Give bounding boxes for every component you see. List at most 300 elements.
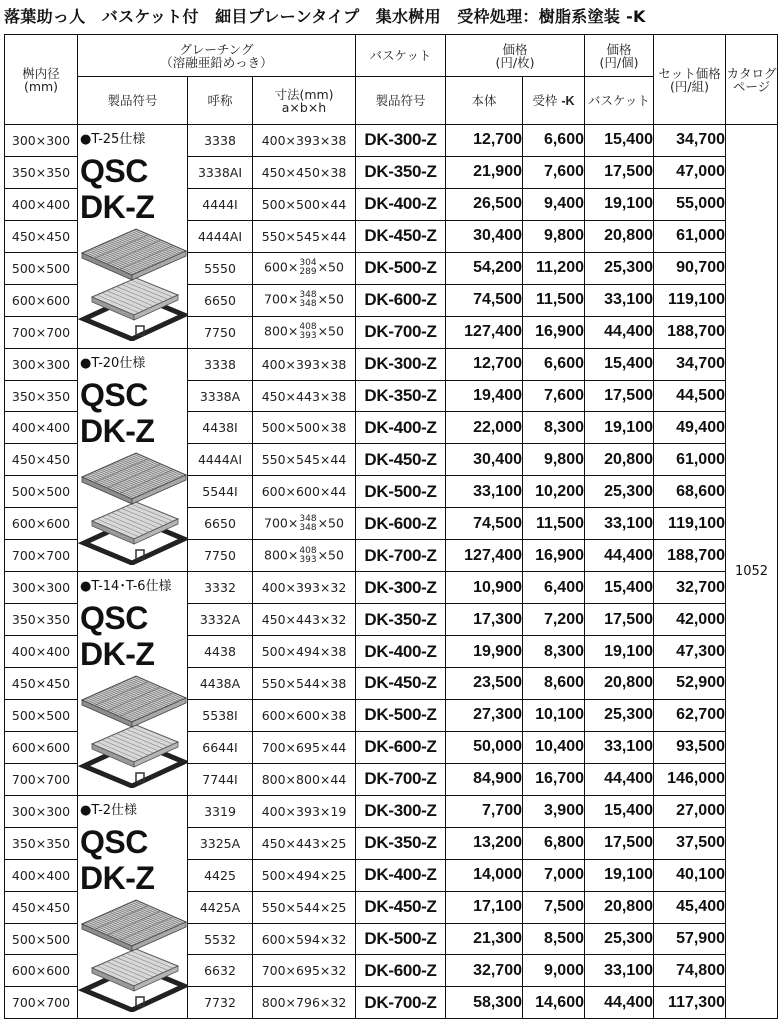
basket-model-cell: DK-500-Z	[356, 252, 446, 284]
basket-price-cell: 33,100	[585, 284, 654, 316]
dimensions-cell: 700×695×32	[253, 955, 356, 987]
header-set-price	[654, 35, 726, 125]
dimensions-suffix: ×50	[317, 259, 344, 275]
basket-price-cell: 25,300	[585, 252, 654, 284]
name-code-cell: 3332A	[188, 604, 253, 636]
header-grating-group	[78, 35, 356, 77]
set-price-cell: 119,100	[654, 284, 726, 316]
basket-model-cell: DK-350-Z	[356, 156, 446, 188]
name-code-cell: 4425A	[188, 891, 253, 923]
body-price-cell: 32,700	[446, 955, 523, 987]
body-price-cell: 74,500	[446, 508, 523, 540]
set-price-cell: 61,000	[654, 444, 726, 476]
dimensions-top: 304	[299, 258, 317, 269]
dimensions-cell: 800×796×32	[253, 987, 356, 1019]
name-code-cell: 4444I	[188, 188, 253, 220]
basket-price-cell: 20,800	[585, 220, 654, 252]
dimensions-cell	[253, 508, 356, 540]
table-row	[5, 125, 778, 157]
basket-price-cell: 19,100	[585, 412, 654, 444]
basket-price-cell: 19,100	[585, 636, 654, 668]
frame-price-cell: 10,200	[523, 476, 585, 508]
basket-model-cell: DK-600-Z	[356, 508, 446, 540]
basket-price-cell: 17,500	[585, 156, 654, 188]
name-code-cell: 3338	[188, 125, 253, 157]
header-basket-code: 製品符号	[356, 77, 446, 125]
body-price-cell: 84,900	[446, 763, 523, 795]
set-price-cell: 40,100	[654, 859, 726, 891]
set-price-cell: 34,700	[654, 348, 726, 380]
set-price-cell: 117,300	[654, 987, 726, 1019]
body-price-cell: 74,500	[446, 284, 523, 316]
body-price-cell: 21,300	[446, 923, 523, 955]
product-block	[78, 572, 187, 795]
set-price-cell: 188,700	[654, 316, 726, 348]
inner-size-cell: 300×300	[5, 125, 78, 157]
dimensions-cell: 450×443×38	[253, 380, 356, 412]
set-price-cell: 119,100	[654, 508, 726, 540]
inner-size-cell: 300×300	[5, 572, 78, 604]
dimensions-suffix: ×50	[317, 515, 344, 531]
name-code-cell: 4438A	[188, 668, 253, 700]
basket-price-cell: 25,300	[585, 476, 654, 508]
frame-price-cell: 8,600	[523, 668, 585, 700]
name-code-cell: 4425	[188, 859, 253, 891]
dimensions-bottom: 348	[299, 522, 317, 533]
dimensions-cell: 500×500×38	[253, 412, 356, 444]
basket-price-cell: 19,100	[585, 188, 654, 220]
name-code-cell: 6650	[188, 508, 253, 540]
body-price-cell: 19,900	[446, 636, 523, 668]
name-code-cell: 3325A	[188, 827, 253, 859]
frame-price-cell: 9,800	[523, 444, 585, 476]
basket-price-cell: 20,800	[585, 668, 654, 700]
dimensions-cell: 450×443×25	[253, 827, 356, 859]
body-price-cell: 17,300	[446, 604, 523, 636]
dimensions-cell: 400×393×38	[253, 348, 356, 380]
dimensions-fraction	[299, 259, 316, 277]
name-code-cell: 3338AI	[188, 156, 253, 188]
frame-price-cell: 11,200	[523, 252, 585, 284]
set-price-cell: 74,800	[654, 955, 726, 987]
name-code-cell: 4438I	[188, 412, 253, 444]
set-price-cell: 47,300	[654, 636, 726, 668]
dimensions-top: 408	[299, 545, 317, 556]
price-table	[4, 34, 778, 1019]
basket-price-cell: 17,500	[585, 380, 654, 412]
body-price-cell: 23,500	[446, 668, 523, 700]
inner-size-cell: 350×350	[5, 380, 78, 412]
frame-price-cell: 3,900	[523, 795, 585, 827]
basket-model-cell: DK-450-Z	[356, 444, 446, 476]
frame-price-cell: 14,600	[523, 987, 585, 1019]
basket-price-cell: 33,100	[585, 508, 654, 540]
dimensions-cell	[253, 252, 356, 284]
header-catalog	[726, 35, 778, 125]
dimensions-suffix: ×50	[317, 547, 344, 563]
dimensions-prefix: 800×	[264, 323, 299, 339]
load-spec-label: ●T-25仕様	[80, 132, 146, 147]
basket-model-cell: DK-300-Z	[356, 125, 446, 157]
header-dimensions-text: 寸法(mm) a×b×h	[274, 86, 334, 115]
set-price-cell: 45,400	[654, 891, 726, 923]
inner-size-cell: 600×600	[5, 955, 78, 987]
basket-price-cell: 19,100	[585, 859, 654, 891]
dimensions-bottom: 393	[299, 331, 317, 342]
set-price-cell: 93,500	[654, 731, 726, 763]
inner-size-cell: 400×400	[5, 188, 78, 220]
set-price-cell: 146,000	[654, 763, 726, 795]
basket-model-cell: DK-700-Z	[356, 540, 446, 572]
set-price-cell: 188,700	[654, 540, 726, 572]
product-block	[78, 349, 187, 572]
dimensions-top: 408	[299, 322, 317, 333]
set-price-cell: 57,900	[654, 923, 726, 955]
set-price-cell: 55,000	[654, 188, 726, 220]
name-code-cell: 6632	[188, 955, 253, 987]
set-price-cell: 44,500	[654, 380, 726, 412]
dimensions-cell: 600×600×38	[253, 699, 356, 731]
frame-price-cell: 8,500	[523, 923, 585, 955]
name-code-cell: 3319	[188, 795, 253, 827]
frame-price-cell: 7,600	[523, 156, 585, 188]
body-price-cell: 26,500	[446, 188, 523, 220]
dimensions-top: 348	[299, 290, 317, 301]
frame-price-cell: 16,900	[523, 540, 585, 572]
header-body-price: 本体	[446, 77, 523, 125]
name-code-cell: 4444AI	[188, 220, 253, 252]
dimensions-cell: 550×544×38	[253, 668, 356, 700]
body-price-cell: 127,400	[446, 540, 523, 572]
basket-model-cell: DK-300-Z	[356, 348, 446, 380]
dimensions-fraction	[299, 547, 316, 565]
inner-size-cell: 500×500	[5, 923, 78, 955]
basket-price-cell: 17,500	[585, 604, 654, 636]
basket-model-cell: DK-600-Z	[356, 955, 446, 987]
basket-model-cell: DK-400-Z	[356, 859, 446, 891]
inner-size-cell: 450×450	[5, 891, 78, 923]
body-price-cell: 30,400	[446, 444, 523, 476]
dimensions-suffix: ×50	[317, 291, 344, 307]
basket-model-cell: DK-400-Z	[356, 188, 446, 220]
frame-price-cell: 8,300	[523, 636, 585, 668]
table-row	[5, 348, 778, 380]
dimensions-fraction	[299, 323, 316, 341]
basket-price-cell: 15,400	[585, 348, 654, 380]
frame-price-cell: 11,500	[523, 284, 585, 316]
header-grating-text: グレーチング （溶融亜鉛めっき）	[160, 41, 273, 70]
frame-price-cell: 7,000	[523, 859, 585, 891]
dimensions-prefix: 700×	[264, 515, 299, 531]
dimensions-cell	[253, 540, 356, 572]
header-set-price-text: セット価格 (円/組)	[658, 65, 721, 94]
header-name-code: 呼称	[188, 77, 253, 125]
frame-price-cell: 7,500	[523, 891, 585, 923]
dimensions-suffix: ×50	[317, 323, 344, 339]
basket-price-cell: 25,300	[585, 923, 654, 955]
inner-size-cell: 350×350	[5, 156, 78, 188]
load-spec-label: ●T-2仕様	[80, 802, 138, 818]
grating-basket-image	[78, 447, 188, 565]
table-row	[5, 572, 778, 604]
basket-model-cell: DK-450-Z	[356, 891, 446, 923]
frame-price-cell: 10,400	[523, 731, 585, 763]
basket-model-cell: DK-450-Z	[356, 668, 446, 700]
name-code-cell: 3332	[188, 572, 253, 604]
inner-size-cell: 600×600	[5, 731, 78, 763]
basket-model-cell: DK-600-Z	[356, 284, 446, 316]
frame-price-cell: 6,800	[523, 827, 585, 859]
dimensions-cell: 800×800×44	[253, 763, 356, 795]
inner-size-cell: 400×400	[5, 859, 78, 891]
series-name: QSC	[80, 376, 148, 413]
frame-price-cell: 8,300	[523, 412, 585, 444]
set-price-cell: 47,000	[654, 156, 726, 188]
body-price-cell: 17,100	[446, 891, 523, 923]
frame-price-cell: 16,900	[523, 316, 585, 348]
body-price-cell: 127,400	[446, 316, 523, 348]
basket-model-cell: DK-350-Z	[356, 827, 446, 859]
header-frame-price-label: 受枠	[532, 92, 562, 108]
name-code-cell: 4438	[188, 636, 253, 668]
dimensions-cell: 500×494×25	[253, 859, 356, 891]
frame-price-cell: 10,100	[523, 699, 585, 731]
name-code-cell: 7750	[188, 316, 253, 348]
product-image-cell	[78, 125, 188, 349]
inner-size-cell: 350×350	[5, 827, 78, 859]
name-code-cell: 5544I	[188, 476, 253, 508]
basket-model-cell: DK-350-Z	[356, 380, 446, 412]
dimensions-cell: 400×393×19	[253, 795, 356, 827]
name-code-cell: 3338	[188, 348, 253, 380]
dimensions-cell: 600×594×32	[253, 923, 356, 955]
model-name: DK-Z	[80, 412, 155, 449]
basket-model-cell: DK-700-Z	[356, 763, 446, 795]
body-price-cell: 50,000	[446, 731, 523, 763]
grating-basket-image	[78, 670, 188, 788]
inner-size-cell: 450×450	[5, 444, 78, 476]
dimensions-bottom: 393	[299, 554, 317, 565]
series-name: QSC	[80, 823, 148, 860]
product-image-cell	[78, 348, 188, 572]
set-price-cell: 61,000	[654, 220, 726, 252]
set-price-cell: 68,600	[654, 476, 726, 508]
name-code-cell: 5532	[188, 923, 253, 955]
basket-model-cell: DK-400-Z	[356, 412, 446, 444]
basket-price-cell: 17,500	[585, 827, 654, 859]
body-price-cell: 14,000	[446, 859, 523, 891]
inner-size-cell: 500×500	[5, 252, 78, 284]
dimensions-cell: 500×494×38	[253, 636, 356, 668]
inner-size-cell: 400×400	[5, 636, 78, 668]
table-body	[5, 125, 778, 1019]
body-price-cell: 27,300	[446, 699, 523, 731]
header-frame-price	[523, 77, 585, 125]
name-code-cell: 6644I	[188, 731, 253, 763]
dimensions-cell	[253, 316, 356, 348]
inner-size-cell: 700×700	[5, 763, 78, 795]
series-name: QSC	[80, 153, 148, 189]
body-price-cell: 22,000	[446, 412, 523, 444]
inner-size-cell: 600×600	[5, 284, 78, 316]
frame-price-cell: 6,600	[523, 125, 585, 157]
basket-price-cell: 20,800	[585, 444, 654, 476]
dimensions-cell: 500×500×44	[253, 188, 356, 220]
basket-model-cell: DK-600-Z	[356, 731, 446, 763]
name-code-cell: 5550	[188, 252, 253, 284]
inner-size-cell: 700×700	[5, 316, 78, 348]
header-dimensions	[253, 77, 356, 125]
basket-price-cell: 15,400	[585, 795, 654, 827]
body-price-cell: 58,300	[446, 987, 523, 1019]
dimensions-bottom: 348	[299, 299, 317, 310]
load-spec-label: ●T-20仕様	[80, 355, 146, 371]
dimensions-cell: 550×545×44	[253, 444, 356, 476]
frame-price-cell: 9,800	[523, 220, 585, 252]
product-image-cell	[78, 795, 188, 1019]
basket-price-cell: 25,300	[585, 699, 654, 731]
inner-size-cell: 700×700	[5, 987, 78, 1019]
body-price-cell: 54,200	[446, 252, 523, 284]
set-price-cell: 27,000	[654, 795, 726, 827]
set-price-cell: 90,700	[654, 252, 726, 284]
inner-size-cell: 300×300	[5, 795, 78, 827]
frame-price-cell: 7,200	[523, 604, 585, 636]
basket-price-cell: 44,400	[585, 540, 654, 572]
body-price-cell: 19,400	[446, 380, 523, 412]
body-price-cell: 12,700	[446, 125, 523, 157]
dimensions-cell: 550×544×25	[253, 891, 356, 923]
name-code-cell: 3338A	[188, 380, 253, 412]
inner-size-cell: 600×600	[5, 508, 78, 540]
dimensions-cell: 550×545×44	[253, 220, 356, 252]
inner-size-cell: 300×300	[5, 348, 78, 380]
basket-model-cell: DK-500-Z	[356, 699, 446, 731]
inner-size-cell: 500×500	[5, 476, 78, 508]
header-price-text: 価格 (円/枚)	[495, 41, 535, 70]
dimensions-cell	[253, 284, 356, 316]
header-size	[5, 35, 78, 125]
dimensions-cell: 600×600×44	[253, 476, 356, 508]
frame-price-cell: 6,400	[523, 572, 585, 604]
dimensions-fraction	[299, 515, 316, 533]
inner-size-cell: 450×450	[5, 220, 78, 252]
basket-price-cell: 20,800	[585, 891, 654, 923]
name-code-cell: 7732	[188, 987, 253, 1019]
inner-size-cell: 450×450	[5, 668, 78, 700]
header-price-unit-group	[585, 35, 654, 77]
product-block	[78, 125, 187, 348]
basket-model-cell: DK-400-Z	[356, 636, 446, 668]
frame-price-cell: 6,600	[523, 348, 585, 380]
dimensions-cell: 450×450×38	[253, 156, 356, 188]
model-name: DK-Z	[80, 859, 155, 896]
basket-price-cell: 44,400	[585, 987, 654, 1019]
set-price-cell: 37,500	[654, 827, 726, 859]
frame-price-cell: 9,000	[523, 955, 585, 987]
model-name: DK-Z	[80, 636, 155, 673]
grating-basket-image	[78, 894, 188, 1012]
name-code-cell: 4444AI	[188, 444, 253, 476]
product-image-cell	[78, 572, 188, 796]
set-price-cell: 32,700	[654, 572, 726, 604]
body-price-cell: 33,100	[446, 476, 523, 508]
basket-price-cell: 15,400	[585, 125, 654, 157]
body-price-cell: 12,700	[446, 348, 523, 380]
dimensions-fraction	[299, 291, 316, 309]
set-price-cell: 52,900	[654, 668, 726, 700]
name-code-cell: 7750	[188, 540, 253, 572]
body-price-cell: 30,400	[446, 220, 523, 252]
basket-price-cell: 33,100	[585, 731, 654, 763]
grating-basket-image	[78, 223, 188, 341]
header-catalog-text: カタログ ページ	[726, 65, 777, 94]
dimensions-prefix: 600×	[264, 259, 299, 275]
catalog-page-cell: 1052	[726, 125, 778, 1019]
basket-price-cell: 33,100	[585, 955, 654, 987]
basket-price-cell: 44,400	[585, 763, 654, 795]
body-price-cell: 7,700	[446, 795, 523, 827]
basket-model-cell: DK-500-Z	[356, 476, 446, 508]
frame-price-cell: 11,500	[523, 508, 585, 540]
header-basket-price: バスケット	[585, 77, 654, 125]
header-size-text: 桝内径 (mm)	[22, 65, 60, 94]
set-price-cell: 34,700	[654, 125, 726, 157]
basket-model-cell: DK-350-Z	[356, 604, 446, 636]
dimensions-top: 348	[299, 513, 317, 524]
basket-model-cell: DK-700-Z	[356, 316, 446, 348]
set-price-cell: 42,000	[654, 604, 726, 636]
name-code-cell: 6650	[188, 284, 253, 316]
product-block	[78, 796, 187, 1019]
body-price-cell: 21,900	[446, 156, 523, 188]
name-code-cell: 5538I	[188, 699, 253, 731]
dimensions-cell: 700×695×44	[253, 731, 356, 763]
frame-price-cell: 16,700	[523, 763, 585, 795]
body-price-cell: 10,900	[446, 572, 523, 604]
model-name: DK-Z	[80, 189, 155, 225]
dimensions-bottom: 289	[299, 267, 317, 278]
body-price-cell: 13,200	[446, 827, 523, 859]
set-price-cell: 49,400	[654, 412, 726, 444]
header-basket-group: バスケット	[356, 35, 446, 77]
header-frame-price-suffix: -K	[561, 93, 575, 108]
basket-model-cell: DK-300-Z	[356, 795, 446, 827]
inner-size-cell: 350×350	[5, 604, 78, 636]
basket-price-cell: 15,400	[585, 572, 654, 604]
dimensions-cell: 400×393×38	[253, 125, 356, 157]
dimensions-cell: 400×393×32	[253, 572, 356, 604]
basket-model-cell: DK-450-Z	[356, 220, 446, 252]
header-product-code: 製品符号	[78, 77, 188, 125]
dimensions-prefix: 800×	[264, 547, 299, 563]
inner-size-cell: 700×700	[5, 540, 78, 572]
basket-model-cell: DK-700-Z	[356, 987, 446, 1019]
name-code-cell: 7744I	[188, 763, 253, 795]
table-row	[5, 795, 778, 827]
set-price-cell: 62,700	[654, 699, 726, 731]
basket-model-cell: DK-300-Z	[356, 572, 446, 604]
series-name: QSC	[80, 600, 148, 637]
dimensions-prefix: 700×	[264, 291, 299, 307]
page-title: 落葉助っ人 バスケット付 細目プレーンタイプ 集水桝用 受枠処理：樹脂系塗装 -K	[4, 7, 646, 26]
basket-model-cell: DK-500-Z	[356, 923, 446, 955]
header-price-unit-text: 価格 (円/個)	[599, 41, 639, 70]
dimensions-cell: 450×443×32	[253, 604, 356, 636]
header-price-group	[446, 35, 585, 77]
frame-price-cell: 9,400	[523, 188, 585, 220]
basket-price-cell: 44,400	[585, 316, 654, 348]
